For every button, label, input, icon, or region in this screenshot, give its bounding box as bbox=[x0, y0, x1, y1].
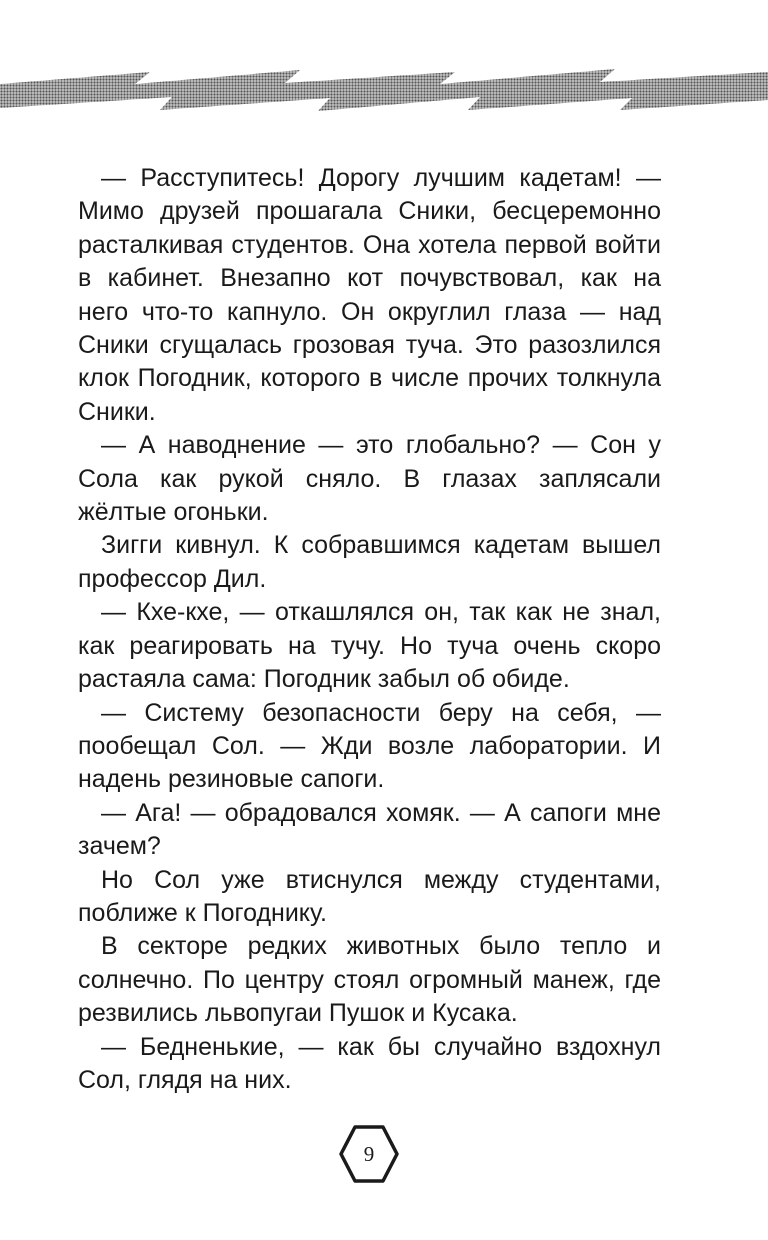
page-text bbox=[78, 162, 661, 1097]
page-number: 9 bbox=[363, 1142, 375, 1166]
lightning-band-icon bbox=[0, 66, 768, 120]
paragraph: — А наводнение — это глобально? — Сон у Сола как рукой сняло. В глазах заплясали жёлтые огоньки. bbox=[78, 431, 661, 527]
paragraph: Зигги кивнул. К собравшимся кадетам вышел профессор Дил. bbox=[78, 531, 661, 593]
paragraph: В секторе редких животных было тепло и солнечно. По центру стоял огромный манеж, где резвились львопугаи Пушок и Кусака. bbox=[78, 932, 661, 1028]
paragraph: — Ага! — обрадовался хомяк. — А сапоги мне зачем? bbox=[78, 798, 661, 861]
page-number-badge bbox=[338, 1123, 400, 1185]
paragraph: — Бедненькие, — как бы случайно вздохнул Сол, глядя на них. bbox=[78, 1032, 661, 1094]
paragraph: — Расступитесь! Дорогу лучшим кадетам! — Мимо друзей прошагала Сники, бесцеремонно расталкивая студентов. Она хотела первой войти в кабинет. Внезапно кот почувствовал, как на него что-то капнуло. Он округлил глаза — над Сники сгущалась грозовая туча. Это разозлился клок Погодник, которого в числе прочих толкнула Сники. bbox=[78, 164, 661, 426]
paragraph: — Кхе-кхе, — откашлялся он, так как не знал, как реагировать на тучу. Но туча очень скоро растаяла сама: Погодник забыл об обиде. bbox=[78, 598, 661, 694]
paragraph: Но Сол уже втиснулся между студентами, поближе к Погоднику. bbox=[78, 865, 661, 927]
paragraph: — Систему безопасности беру на себя, — пообещал Сол. — Жди возле лаборатории. И надень резиновые сапоги. bbox=[78, 698, 661, 794]
